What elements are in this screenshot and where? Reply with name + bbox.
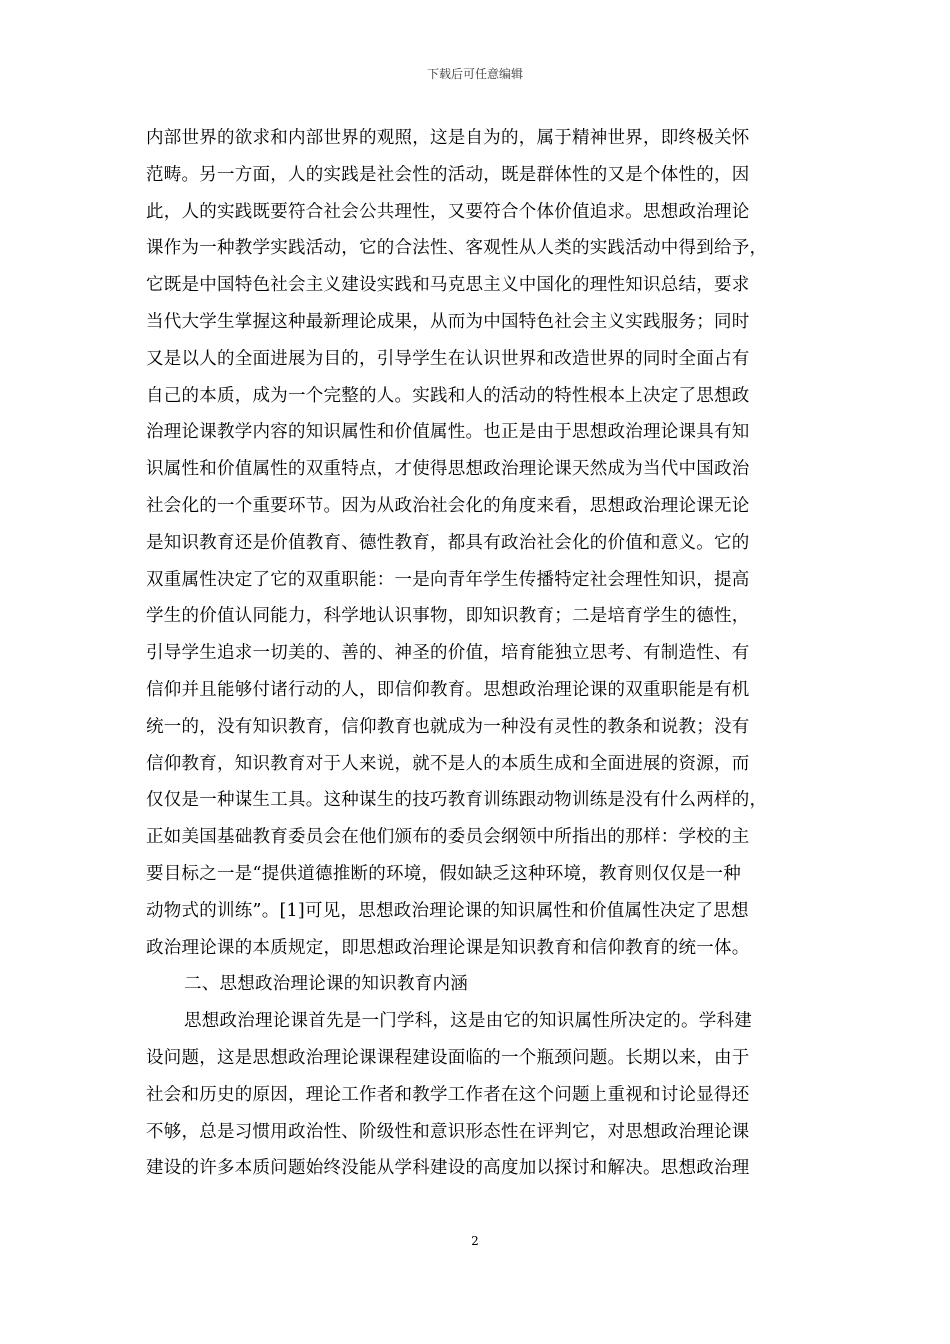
- text-line: 当代大学生掌握这种最新理论成果，从而为中国特色社会主义实践服务；同时: [146, 311, 750, 332]
- text-line: 范畴。另一方面，人的实践是社会性的活动，既是群体性的又是个体性的，因: [146, 164, 750, 185]
- text-line: 课作为一种教学实践活动，它的合法性、客观性从人类的实践活动中得到给予，: [146, 238, 768, 259]
- text-line: 内部世界的欲求和内部世界的观照，这是自为的，属于精神世界，即终极关怀: [146, 128, 750, 148]
- text-line: 此，人的实践既要符合社会公共理性，又要符合个体价值追求。思想政治理论: [146, 201, 750, 222]
- text-line: 动物式的训练”。[1]可见，思想政治理论课的知识属性和价值属性决定了思想: [146, 900, 749, 921]
- text-line: 治理论课教学内容的知识属性和价值属性。也正是由于思想政治理论课具有知: [146, 422, 750, 443]
- text-line: 社会和历史的原因，理论工作者和教学工作者在这个问题上重视和讨论显得还: [146, 1084, 750, 1105]
- text-line: 设问题，这是思想政治理论课课程建设面临的一个瓶颈问题。长期以来，由于: [146, 1047, 750, 1068]
- text-line: 正如美国基础教育委员会在他们颁布的委员会纲领中所指出的那样：学校的主: [146, 827, 750, 848]
- text-line: 要目标之一是“提供道德推断的环境，假如缺乏这种环境，教育则仅仅是一种: [146, 863, 741, 884]
- section-heading: 二、思想政治理论课的知识教育内涵: [184, 974, 468, 995]
- text-line: 学生的价值认同能力，科学地认识事物，即知识教育；二是培育学生的德性，: [146, 606, 750, 627]
- text-line: 引导学生追求一切美的、善的、神圣的价值，培育能独立思考、有制造性、有: [146, 643, 750, 664]
- page-header: 下载后可任意编辑: [426, 67, 523, 81]
- text-line: 不够，总是习惯用政治性、阶级性和意识形态性在评判它，对思想政治理论课: [146, 1121, 750, 1142]
- text-line: 自己的本质，成为一个完整的人。实践和人的活动的特性根本上决定了思想政: [146, 385, 750, 406]
- text-line: 双重属性决定了它的双重职能：一是向青年学生传播特定社会理性知识，提高: [146, 569, 750, 590]
- text-line: 是知识教育还是价值教育、德性教育，都具有政治社会化的价值和意义。它的: [146, 532, 750, 553]
- text-line: 建设的许多本质问题始终没能从学科建设的高度加以探讨和解决。思想政治理: [146, 1158, 750, 1179]
- text-line: 思想政治理论课首先是一门学科，这是由它的知识属性所决定的。学科建: [184, 1011, 752, 1032]
- text-line: 统一的，没有知识教育，信仰教育也就成为一种没有灵性的教条和说教；没有: [146, 716, 750, 737]
- text-line: 仅仅是一种谋生工具。这种谋生的技巧教育训练跟动物训练是没有什么两样的，: [146, 790, 768, 811]
- text-line: 又是以人的全面进展为目的，引导学生在认识世界和改造世界的同时全面占有: [146, 348, 750, 369]
- text-line: 政治理论课的本质规定，即思想政治理论课是知识教育和信仰教育的统一体。: [146, 937, 750, 958]
- text-line: 识属性和价值属性的双重特点，才使得思想政治理论课天然成为当代中国政治: [146, 459, 750, 480]
- text-line: 信仰并且能够付诸行动的人，即信仰教育。思想政治理论课的双重职能是有机: [146, 679, 750, 700]
- text-line: 社会化的一个重要环节。因为从政治社会化的角度来看，思想政治理论课无论: [146, 495, 750, 516]
- text-line: 它既是中国特色社会主义建设实践和马克思主义中国化的理性知识总结，要求: [146, 275, 750, 296]
- page-number: 2: [471, 1234, 479, 1248]
- text-line: 信仰教育，知识教育对于人来说，就不是人的本质生成和全面进展的资源，而: [146, 753, 750, 774]
- body-text: [146, 120, 808, 1187]
